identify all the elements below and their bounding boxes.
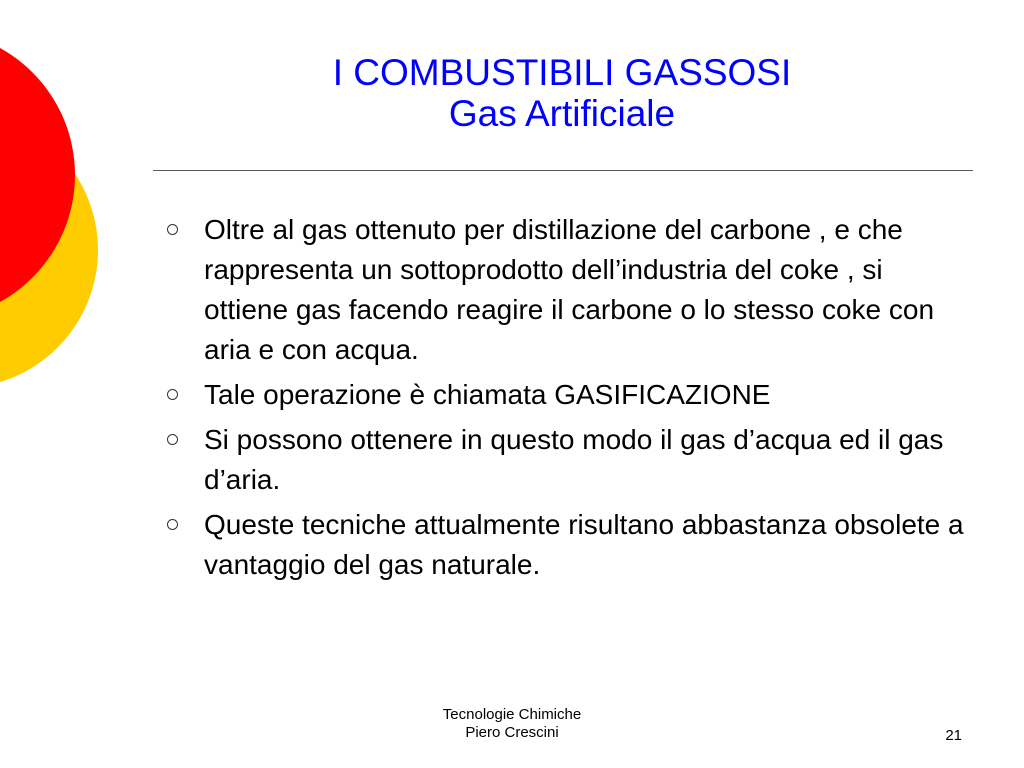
title-main: I COMBUSTIBILI GASSOSI [332,52,792,93]
bullet-item [164,505,974,585]
hollow-circle-bullet-icon [167,519,178,530]
bullet-text: Queste tecniche attualmente risultano abbastanza obsolete a vantaggio del gas naturale. [204,509,964,580]
bullet-text: Si possono ottenere in questo modo il gas d’acqua ed il gas d’aria. [204,424,944,495]
bullet-text: Tale operazione è chiamata GASIFICAZIONE [204,379,771,410]
title-subtitle: Gas Artificiale [448,93,676,134]
title-divider [153,170,973,171]
decorative-circles [0,0,110,420]
slide-title [150,52,974,134]
hollow-circle-bullet-icon [167,389,178,400]
footer [362,706,662,742]
footer-author: Piero Crescini [465,724,559,741]
bullet-item [164,375,974,415]
bullet-list [164,210,974,590]
footer-course: Tecnologie Chimiche [442,706,582,723]
hollow-circle-bullet-icon [167,434,178,445]
bullet-item [164,210,974,370]
hollow-circle-bullet-icon [167,224,178,235]
slide-number: 21 [945,727,962,744]
bullet-item [164,420,974,500]
bullet-text: Oltre al gas ottenuto per distillazione del carbone , e che rappresenta un sottoprodotto dell’industria del coke , si ottiene gas facendo reagire il carbone o lo stesso coke con aria e con acqua. [204,214,935,365]
